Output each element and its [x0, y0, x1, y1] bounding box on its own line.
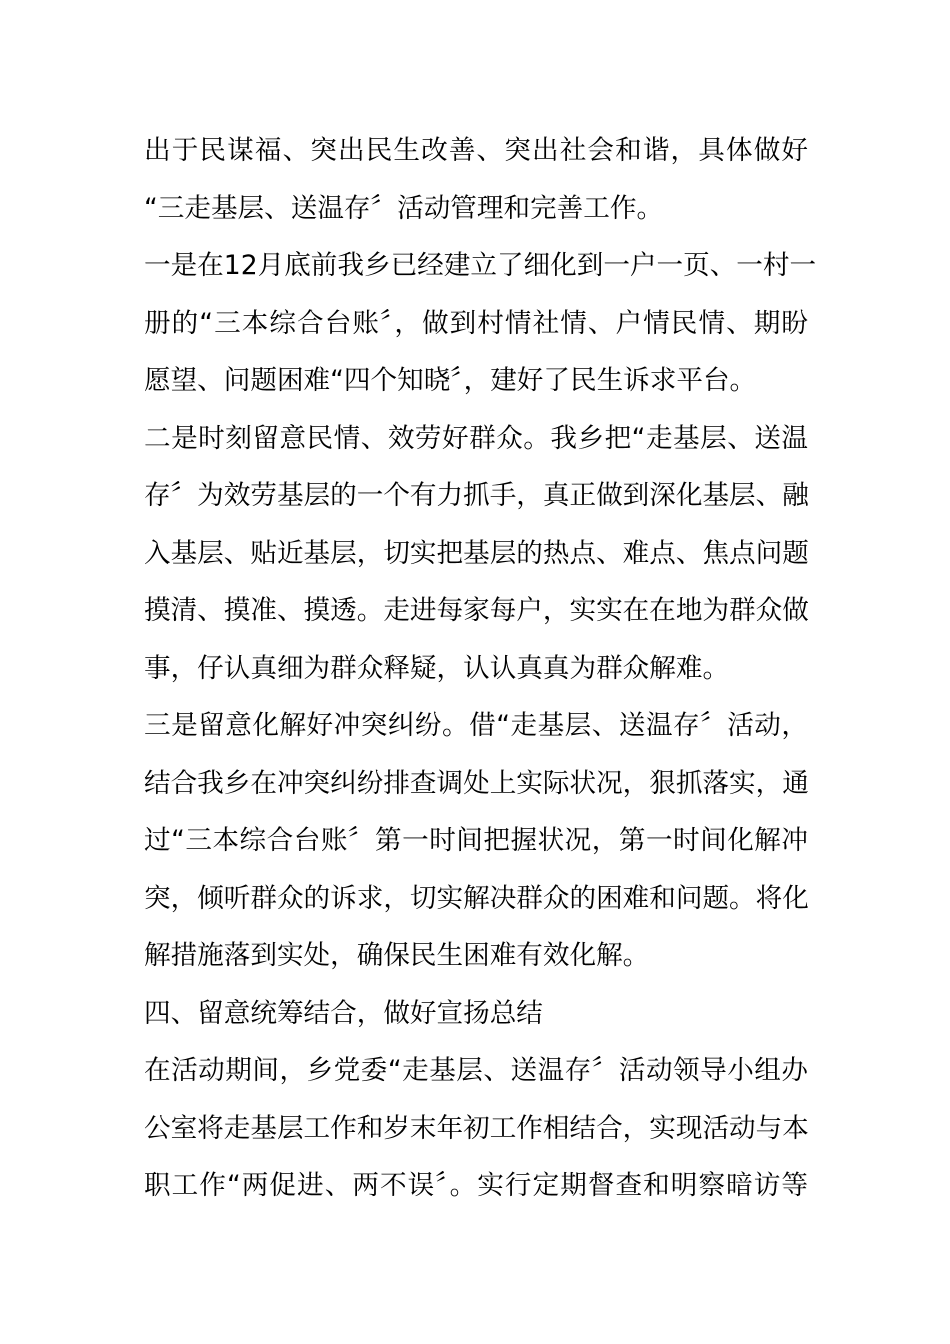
- text-line: 突，倾听群众的诉求，切实解决群众的困难和问题。将化: [144, 882, 809, 914]
- text-line: 册的“三本综合台账〞，做到村情社情、户情民情、期盼: [144, 307, 808, 339]
- text-line: 过“三本综合台账〞第一时间把握状况，第一时间化解冲: [144, 825, 808, 856]
- text-line: 事，仔认真细为群众释疑，认认真真为群众解难。: [144, 652, 730, 684]
- text-line: 三是留意化解好冲突纠纷。借“走基层、送温存〞活动，: [144, 710, 808, 741]
- text-line: 二是时刻留意民情、效劳好群众。我乡把“走基层、送温: [144, 422, 808, 454]
- text-line: 摸清、摸准、摸透。走进每家每户，实实在在地为群众做: [144, 595, 809, 626]
- text-line: 愿望、问题困难“四个知晓〞，建好了民生诉求平台。: [144, 365, 757, 396]
- text-line: 一是在12月底前我乡已经建立了细化到一户一页、一村一: [144, 250, 817, 281]
- text-line: 在活动期间，乡党委“走基层、送温存〞活动领导小组办: [144, 1055, 808, 1086]
- text-line: “三走基层、送温存〞活动管理和完善工作。: [144, 192, 664, 224]
- text-line: 存〞为效劳基层的一个有力抓手，真正做到深化基层、融: [144, 480, 809, 511]
- text-line: 公室将走基层工作和岁末年初工作相结合，实现活动与本: [144, 1112, 809, 1144]
- text-line: 职工作“两促进、两不误〞。实行定期督查和明察暗访等: [144, 1170, 808, 1201]
- text-line: 结合我乡在冲突纠纷排查调处上实际状况，狠抓落实，通: [144, 767, 809, 799]
- section-heading: 四、留意统筹结合，做好宣扬总结: [144, 997, 543, 1029]
- text-line: 解措施落到实处，确保民生困难有效化解。: [144, 940, 650, 971]
- document-body: [144, 122, 817, 1215]
- text-line: 出于民谋福、突出民生改善、突出社会和谐，具体做好: [144, 135, 808, 166]
- text-line: 入基层、贴近基层，切实把基层的热点、难点、焦点问题: [144, 537, 809, 569]
